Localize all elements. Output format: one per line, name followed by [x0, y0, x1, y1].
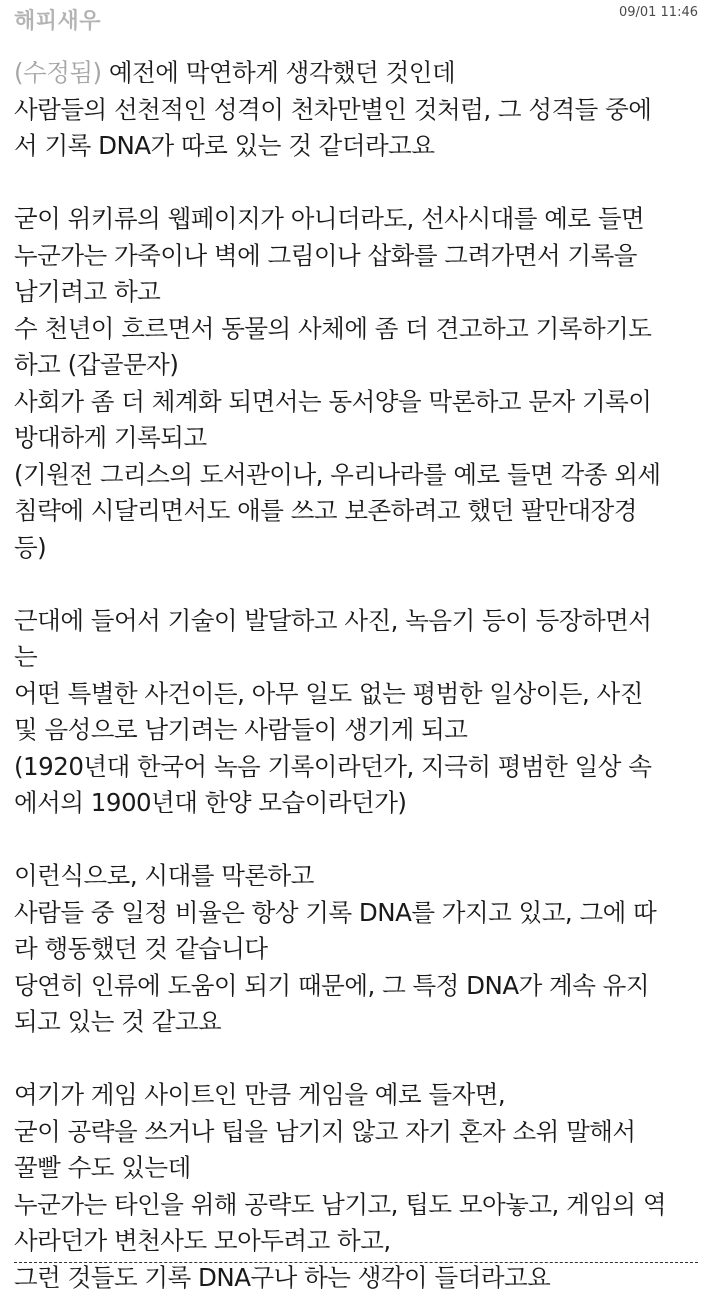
- comment-line: 되고 있는 것 같고요: [14, 1004, 710, 1041]
- comment-line: 여기가 게임 사이트인 만큼 게임을 예로 들자면,: [14, 1077, 710, 1114]
- blank-line: [14, 1041, 710, 1078]
- comment-body: [14, 55, 710, 1296]
- comment-line: 꿀빨 수도 있는데: [14, 1150, 710, 1187]
- comment-line-first: [14, 55, 710, 92]
- comment-line: 남기려고 하고: [14, 274, 710, 311]
- comment-line: 및 음성으로 남기려는 사람들이 생기게 되고: [14, 712, 710, 749]
- comment-line: 사회가 좀 더 체계화 되면서는 동서양을 막론하고 문자 기록이: [14, 384, 710, 421]
- divider: [14, 1262, 698, 1263]
- comment-line: (1920년대 한국어 녹음 기록이라던가, 지극히 평범한 일상 속: [14, 749, 710, 786]
- comment-line: 사라던가 변천사도 모아두려고 하고,: [14, 1223, 710, 1260]
- comment-line: 사람들 중 일정 비율은 항상 기록 DNA를 가지고 있고, 그에 따: [14, 895, 710, 932]
- comment-line: 누군가는 타인을 위해 공략도 남기고, 팁도 모아놓고, 게임의 역: [14, 1187, 710, 1224]
- comment-line: 굳이 공략을 쓰거나 팁을 남기지 않고 자기 혼자 소위 말해서: [14, 1114, 710, 1151]
- comment-line: 굳이 위키류의 웹페이지가 아니더라도, 선사시대를 예로 들면: [14, 201, 710, 238]
- timestamp: 09/01 11:46: [619, 5, 698, 20]
- comment-line: 이런식으로, 시대를 막론하고: [14, 858, 710, 895]
- comment-line: 서 기록 DNA가 따로 있는 것 같더라고요: [14, 128, 710, 165]
- comment-line: 당연히 인류에 도움이 되기 때문에, 그 특정 DNA가 계속 유지: [14, 968, 710, 1005]
- blank-line: [14, 822, 710, 859]
- comment-line: 하고 (갑골문자): [14, 347, 710, 384]
- comment-line: 사람들의 선천적인 성격이 천차만별인 것처럼, 그 성격들 중에: [14, 92, 710, 129]
- comment-line: 는: [14, 639, 710, 676]
- comment-line: 수 천년이 흐르면서 동물의 사체에 좀 더 견고하고 기록하기도: [14, 311, 710, 348]
- comment-line: 등): [14, 530, 710, 567]
- comment-line: 그런 것들도 기록 DNA구나 하는 생각이 들더라고요: [14, 1260, 710, 1296]
- comment-line: 방대하게 기록되고: [14, 420, 710, 457]
- comment-line: 어떤 특별한 사건이든, 아무 일도 없는 평범한 일상이든, 사진: [14, 676, 710, 713]
- author-name[interactable]: 해피새우: [14, 4, 101, 35]
- blank-line: [14, 165, 710, 202]
- comment-line: 누군가는 가죽이나 벽에 그림이나 삽화를 그려가면서 기록을: [14, 238, 710, 275]
- comment-line: 근대에 들어서 기술이 발달하고 사진, 녹음기 등이 등장하면서: [14, 603, 710, 640]
- comment-line: (기원전 그리스의 도서관이나, 우리나라를 예로 들면 각종 외세: [14, 457, 710, 494]
- blank-line: [14, 566, 710, 603]
- edited-tag: (수정됨): [14, 58, 102, 87]
- comment-header: [0, 0, 720, 44]
- comment-line: 침략에 시달리면서도 애를 쓰고 보존하려고 했던 팔만대장경: [14, 493, 710, 530]
- comment-line-text: 예전에 막연하게 생각했던 것인데: [102, 58, 456, 87]
- comment-line: 에서의 1900년대 한양 모습이라던가): [14, 785, 710, 822]
- comment-line: 라 행동했던 것 같습니다: [14, 931, 710, 968]
